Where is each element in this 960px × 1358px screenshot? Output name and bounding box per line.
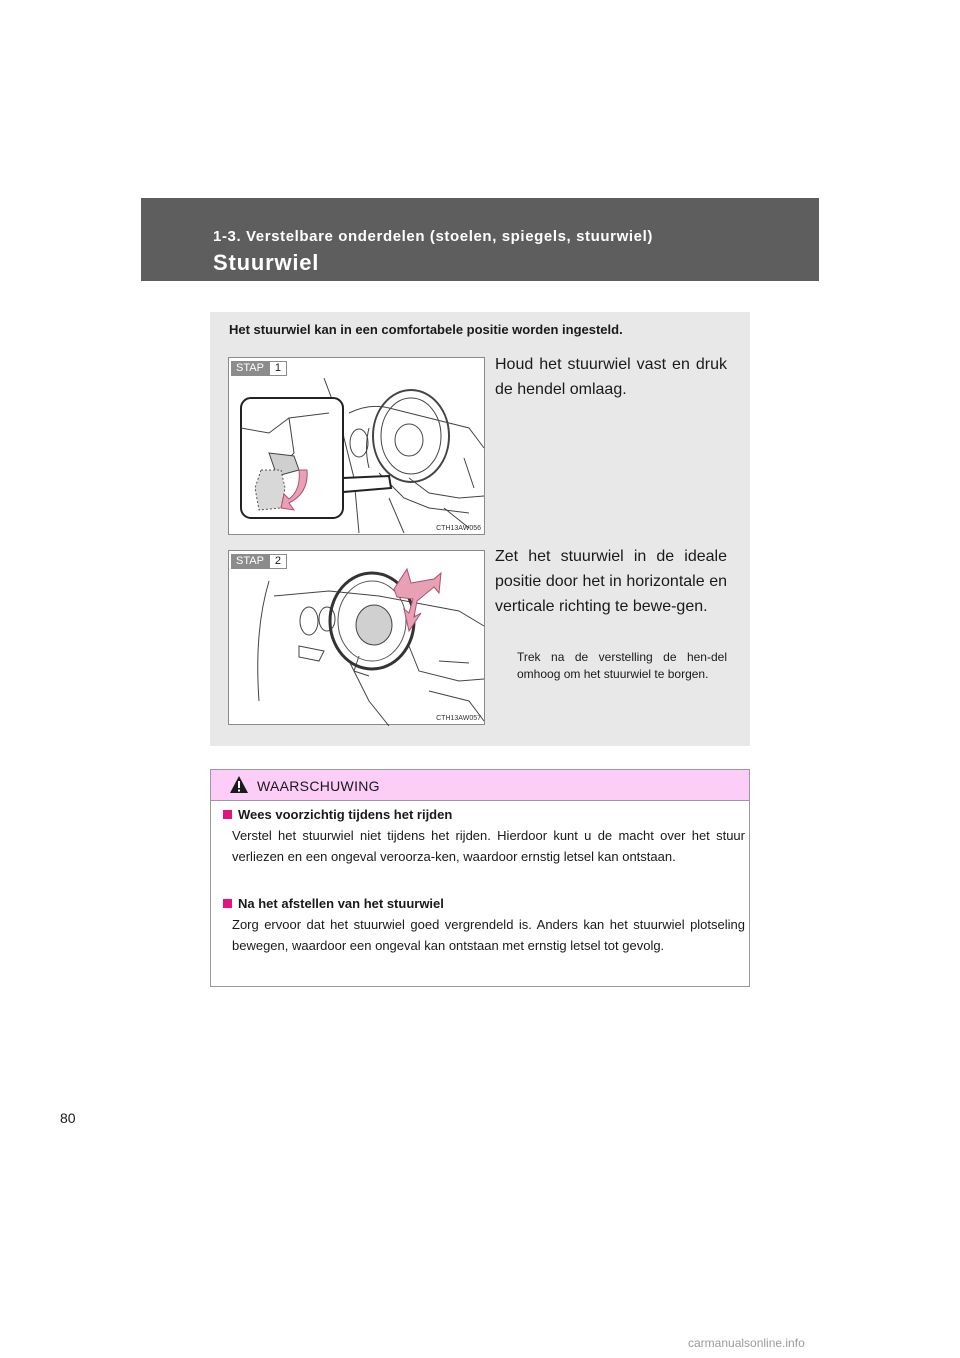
warning-item-body: Zorg ervoor dat het stuurwiel goed vergrendeld is. Anders kan het stuurwiel plotseling bewegen, waardoor een ongeval kan ontstaan met ernstig letsel tot gevolg. <box>232 917 745 953</box>
warning-label: WAARSCHUWING <box>257 778 380 794</box>
warning-item <box>223 804 745 867</box>
step-1-badge-number: 1 <box>269 361 287 376</box>
watermark: carmanualsonline.info <box>688 1336 805 1350</box>
step-2-badge-number: 2 <box>269 554 287 569</box>
step-2-image-code: CTH13AW057 <box>436 715 481 722</box>
step-1-image-code: CTH13AW056 <box>436 525 481 532</box>
steering-adjust-drawing <box>229 551 486 726</box>
instruction-box <box>210 312 750 746</box>
steering-lever-drawing <box>229 358 486 536</box>
step-2-badge <box>231 554 287 569</box>
pink-square-bullet-icon <box>223 899 232 908</box>
warning-box <box>210 769 750 987</box>
warning-item-body: Verstel het stuurwiel niet tijdens het rijden. Hierdoor kunt u de macht over het stuur verliezen en een ongeval veroorza-ken, waardoor ernstig letsel kan ontstaan. <box>232 828 745 864</box>
warning-item-heading: Wees voorzichtig tijdens het rijden <box>238 807 453 822</box>
step-2-text: Zet het stuurwiel in de ideale positie door het in horizontale en verticale richting te bewe-gen. <box>495 548 727 615</box>
section-title: 1-3. Verstelbare onderdelen (stoelen, spiegels, stuurwiel) <box>213 228 653 245</box>
step-2-badge-label: STAP <box>231 554 269 569</box>
page-number: 80 <box>60 1110 76 1126</box>
step-1-illustration <box>228 357 485 535</box>
page-title: Stuurwiel <box>213 250 320 275</box>
warning-header <box>211 770 749 801</box>
section-header <box>141 198 819 281</box>
warning-triangle-icon <box>229 775 249 794</box>
step-1-badge-label: STAP <box>231 361 269 376</box>
intro-text: Het stuurwiel kan in een comfortabele positie worden ingesteld. <box>229 322 623 337</box>
step-1-text: Houd het stuurwiel vast en druk de hendel omlaag. <box>495 356 727 398</box>
step-2-note: Trek na de verstelling de hen-del omhoog om het stuurwiel te borgen. <box>517 650 727 681</box>
step-2-illustration <box>228 550 485 725</box>
pink-square-bullet-icon <box>223 810 232 819</box>
warning-item <box>223 893 745 956</box>
step-1-badge <box>231 361 287 376</box>
warning-item-heading: Na het afstellen van het stuurwiel <box>238 896 444 911</box>
